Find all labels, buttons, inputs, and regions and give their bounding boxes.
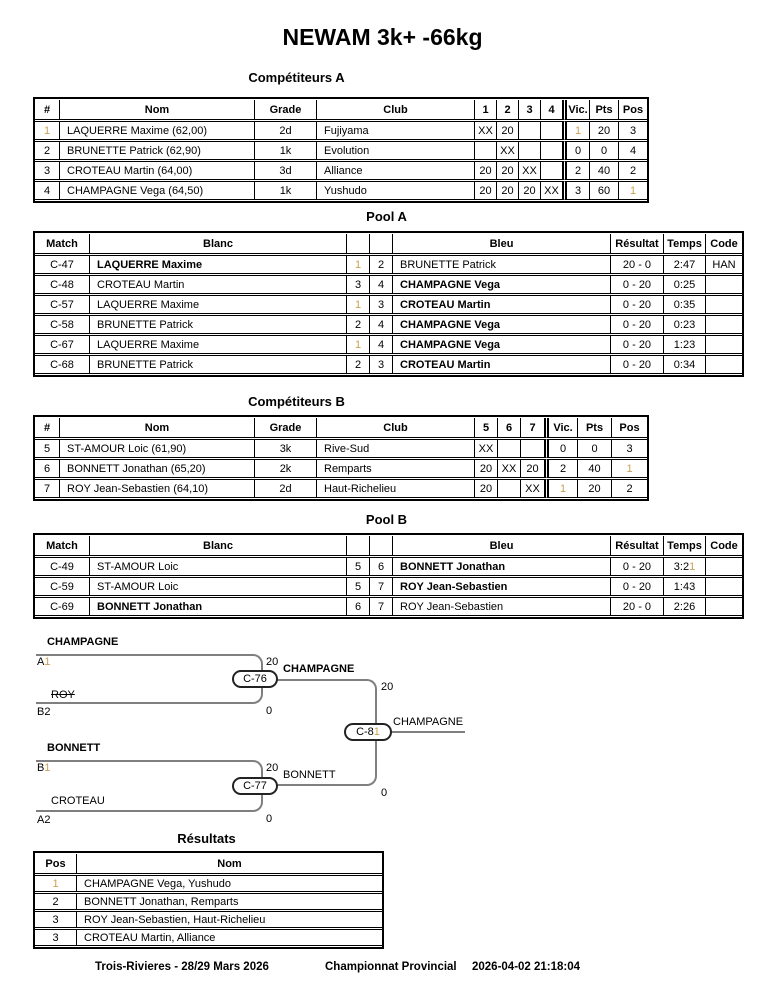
table-cell: 2 bbox=[35, 141, 60, 160]
table-cell: 3 bbox=[35, 161, 60, 180]
page-title: NEWAM 3k+ -66kg bbox=[282, 24, 483, 50]
table-cell: 0 bbox=[544, 439, 578, 458]
table-cell: 1 bbox=[35, 121, 60, 140]
table-cell: 4 bbox=[370, 335, 393, 354]
table-cell: C-47 bbox=[35, 255, 90, 274]
bracket-seed-label: A1 bbox=[37, 656, 51, 668]
column-header: Pos bbox=[612, 418, 647, 438]
column-header: 1 bbox=[475, 100, 497, 120]
table-cell: 6 bbox=[347, 597, 370, 616]
column-header: Résultat bbox=[611, 536, 664, 556]
table-cell: 7 bbox=[370, 597, 393, 616]
table-cell: 2 bbox=[562, 161, 590, 180]
table-cell: 0:25 bbox=[664, 275, 706, 294]
table-cell bbox=[706, 355, 742, 374]
table-cell: CROTEAU Martin, Alliance bbox=[77, 929, 382, 946]
table-cell bbox=[706, 557, 742, 576]
table-cell: 2:47 bbox=[664, 255, 706, 274]
table-cell: 1 bbox=[562, 121, 590, 140]
column-header: 3 bbox=[519, 100, 541, 120]
table-cell: 3 bbox=[562, 181, 590, 200]
table-cell: 1k bbox=[255, 181, 317, 200]
column-header: Club bbox=[317, 418, 475, 438]
table-cell: 1 bbox=[347, 255, 370, 274]
table-cell: XX bbox=[541, 181, 562, 200]
table-cell: C-67 bbox=[35, 335, 90, 354]
bracket-entry-name: CHAMPAGNE bbox=[47, 636, 119, 648]
table-cell: BRUNETTE Patrick (62,90) bbox=[60, 141, 255, 160]
table-cell: Remparts bbox=[317, 459, 475, 478]
bracket-entry-name: BONNETT bbox=[47, 742, 101, 754]
table-cell: CROTEAU Martin bbox=[90, 275, 347, 294]
table-cell: XX bbox=[475, 439, 498, 458]
table-cell: C-59 bbox=[35, 577, 90, 596]
table-cell: ROY Jean-Sebastien, Haut-Richelieu bbox=[77, 911, 382, 928]
column-header: 7 bbox=[521, 418, 544, 438]
table-cell: ST-AMOUR Loic bbox=[90, 557, 347, 576]
table-cell: 1 bbox=[612, 459, 647, 478]
table-cell: 4 bbox=[370, 315, 393, 334]
results-heading: Résultats bbox=[177, 831, 236, 846]
pool-a-heading: Pool A bbox=[366, 209, 407, 224]
table-cell: Fujiyama bbox=[317, 121, 475, 140]
column-header: Temps bbox=[664, 536, 706, 556]
match-pill: C-81 bbox=[344, 723, 392, 741]
table-cell: XX bbox=[498, 459, 521, 478]
table-cell: BONNETT Jonathan bbox=[90, 597, 347, 616]
table-cell: 2 bbox=[619, 161, 647, 180]
bracket-seed-label: B2 bbox=[37, 706, 51, 718]
table-cell: XX bbox=[521, 479, 544, 498]
table-cell: 1 bbox=[544, 479, 578, 498]
table-cell: 0 bbox=[562, 141, 590, 160]
column-header: 5 bbox=[475, 418, 498, 438]
table-cell: 0 - 20 bbox=[611, 577, 664, 596]
table-cell: 2:26 bbox=[664, 597, 706, 616]
table-cell: C-68 bbox=[35, 355, 90, 374]
table-cell: C-57 bbox=[35, 295, 90, 314]
table-cell: 20 bbox=[497, 121, 519, 140]
table-cell: 1 bbox=[347, 335, 370, 354]
column-header: Nom bbox=[60, 418, 255, 438]
table-cell: 2 bbox=[347, 315, 370, 334]
table-cell: 2 bbox=[35, 893, 77, 910]
table-cell: 1:23 bbox=[664, 335, 706, 354]
bracket-score: 20 bbox=[266, 762, 279, 774]
table-cell: 20 - 0 bbox=[611, 255, 664, 274]
table-cell bbox=[498, 479, 521, 498]
table-cell: CHAMPAGNE Vega, Yushudo bbox=[77, 875, 382, 892]
table-cell: 20 bbox=[475, 459, 498, 478]
table-cell: 1k bbox=[255, 141, 317, 160]
table-cell: CROTEAU Martin (64,00) bbox=[60, 161, 255, 180]
column-header: Pos bbox=[619, 100, 647, 120]
pool-b-heading: Pool B bbox=[365, 512, 408, 527]
bracket-entry-name: CROTEAU bbox=[51, 795, 105, 807]
column-header: Grade bbox=[255, 100, 317, 120]
table-cell: 4 bbox=[619, 141, 647, 160]
match-pill: C-77 bbox=[232, 777, 278, 795]
bracket-score: 20 bbox=[381, 681, 394, 693]
column-header: Grade bbox=[255, 418, 317, 438]
table-cell: 4 bbox=[370, 275, 393, 294]
elimination-bracket bbox=[33, 635, 473, 835]
footer-venue-date: Trois-Rivieres - 28/29 Mars 2026 bbox=[95, 961, 269, 973]
table-cell: BONNETT Jonathan bbox=[393, 557, 611, 576]
table-cell: LAQUERRE Maxime bbox=[90, 255, 347, 274]
table-cell: 1 bbox=[347, 295, 370, 314]
table-cell: CHAMPAGNE Vega bbox=[393, 335, 611, 354]
table-cell: LAQUERRE Maxime (62,00) bbox=[60, 121, 255, 140]
table-cell: 0 bbox=[590, 141, 619, 160]
table-cell: 3k bbox=[255, 439, 317, 458]
table-cell bbox=[519, 121, 541, 140]
table-cell: 5 bbox=[347, 577, 370, 596]
table-cell: BRUNETTE Patrick bbox=[90, 315, 347, 334]
results-table bbox=[33, 851, 384, 949]
competitors-a-heading: Compétiteurs A bbox=[248, 70, 345, 85]
bracket-champion-line bbox=[388, 731, 465, 733]
column-header: 4 bbox=[541, 100, 562, 120]
competitors-b-table bbox=[33, 415, 649, 501]
table-cell: 20 bbox=[475, 479, 498, 498]
table-cell bbox=[541, 121, 562, 140]
table-cell: XX bbox=[519, 161, 541, 180]
table-cell: BONNETT Jonathan (65,20) bbox=[60, 459, 255, 478]
table-cell: 0:23 bbox=[664, 315, 706, 334]
table-cell: 0 - 20 bbox=[611, 295, 664, 314]
pool-a-table bbox=[33, 231, 744, 377]
table-cell: 20 - 0 bbox=[611, 597, 664, 616]
table-cell bbox=[706, 295, 742, 314]
bracket-winner-name: BONNETT bbox=[283, 769, 336, 781]
table-cell: Haut-Richelieu bbox=[317, 479, 475, 498]
table-cell: 6 bbox=[35, 459, 60, 478]
column-header: Bleu bbox=[393, 536, 611, 556]
bracket-seed-label: B1 bbox=[37, 762, 51, 774]
column-header: Nom bbox=[77, 854, 382, 874]
table-cell: 60 bbox=[590, 181, 619, 200]
table-cell: ROY Jean-Sebastien bbox=[393, 597, 611, 616]
table-cell: 40 bbox=[578, 459, 612, 478]
table-cell: 0 - 20 bbox=[611, 355, 664, 374]
column-header: Vic. bbox=[562, 100, 590, 120]
table-cell: 7 bbox=[370, 577, 393, 596]
table-cell bbox=[706, 335, 742, 354]
competitors-b-heading: Compétiteurs B bbox=[248, 394, 345, 409]
table-cell: 0:34 bbox=[664, 355, 706, 374]
table-cell bbox=[519, 141, 541, 160]
footer-timestamp: 2026-04-02 21:18:04 bbox=[472, 961, 581, 973]
table-cell: 6 bbox=[370, 557, 393, 576]
table-cell: CHAMPAGNE Vega bbox=[393, 315, 611, 334]
column-header: Blanc bbox=[90, 234, 347, 254]
column-header: Temps bbox=[664, 234, 706, 254]
column-header: Club bbox=[317, 100, 475, 120]
table-cell: XX bbox=[475, 121, 497, 140]
table-cell: Alliance bbox=[317, 161, 475, 180]
table-cell: 1:43 bbox=[664, 577, 706, 596]
table-cell: 5 bbox=[35, 439, 60, 458]
table-cell: 20 bbox=[521, 459, 544, 478]
table-cell: 3 bbox=[370, 355, 393, 374]
table-cell: BRUNETTE Patrick bbox=[90, 355, 347, 374]
table-cell: 20 bbox=[497, 161, 519, 180]
champion-name: CHAMPAGNE bbox=[393, 716, 464, 728]
table-cell: 0:35 bbox=[664, 295, 706, 314]
table-cell: 2 bbox=[544, 459, 578, 478]
table-cell: BONNETT Jonathan, Remparts bbox=[77, 893, 382, 910]
column-header bbox=[370, 536, 393, 556]
column-header bbox=[370, 234, 393, 254]
column-header bbox=[347, 536, 370, 556]
column-header: Code bbox=[706, 536, 742, 556]
table-cell bbox=[521, 439, 544, 458]
table-cell: CROTEAU Martin bbox=[393, 295, 611, 314]
table-cell: 3d bbox=[255, 161, 317, 180]
table-cell: 1 bbox=[35, 875, 77, 892]
table-cell: 0 - 20 bbox=[611, 315, 664, 334]
bracket-score: 20 bbox=[266, 656, 279, 668]
column-header: # bbox=[35, 418, 60, 438]
column-header: 6 bbox=[498, 418, 521, 438]
table-cell: 2 bbox=[347, 355, 370, 374]
table-cell bbox=[541, 141, 562, 160]
table-cell: 20 bbox=[497, 181, 519, 200]
table-cell: 40 bbox=[590, 161, 619, 180]
table-cell: CHAMPAGNE Vega (64,50) bbox=[60, 181, 255, 200]
column-header: Pts bbox=[590, 100, 619, 120]
table-cell: ST-AMOUR Loic bbox=[90, 577, 347, 596]
table-cell bbox=[541, 161, 562, 180]
table-cell: 0 - 20 bbox=[611, 275, 664, 294]
column-header: Code bbox=[706, 234, 742, 254]
table-cell: Rive-Sud bbox=[317, 439, 475, 458]
table-cell: 0 - 20 bbox=[611, 557, 664, 576]
column-header: # bbox=[35, 100, 60, 120]
table-cell: 3 bbox=[347, 275, 370, 294]
table-cell: 1 bbox=[619, 181, 647, 200]
table-cell: 5 bbox=[347, 557, 370, 576]
column-header: Blanc bbox=[90, 536, 347, 556]
table-cell: LAQUERRE Maxime bbox=[90, 295, 347, 314]
table-cell: 4 bbox=[35, 181, 60, 200]
table-cell: ROY Jean-Sebastien (64,10) bbox=[60, 479, 255, 498]
table-cell: CROTEAU Martin bbox=[393, 355, 611, 374]
table-cell: ROY Jean-Sebastien bbox=[393, 577, 611, 596]
table-cell: 20 bbox=[519, 181, 541, 200]
bracket-seed-label: A2 bbox=[37, 814, 51, 826]
table-cell: 20 bbox=[590, 121, 619, 140]
column-header: Pos bbox=[35, 854, 77, 874]
table-cell: LAQUERRE Maxime bbox=[90, 335, 347, 354]
table-cell: 2 bbox=[612, 479, 647, 498]
table-cell: HAN bbox=[706, 255, 742, 274]
table-cell: ST-AMOUR Loic (61,90) bbox=[60, 439, 255, 458]
table-cell: Yushudo bbox=[317, 181, 475, 200]
table-cell: 3 bbox=[370, 295, 393, 314]
column-header: Vic. bbox=[544, 418, 578, 438]
table-cell bbox=[706, 577, 742, 596]
table-cell: 20 bbox=[475, 161, 497, 180]
table-cell: 3 bbox=[619, 121, 647, 140]
table-cell: 2d bbox=[255, 479, 317, 498]
table-cell: 20 bbox=[475, 181, 497, 200]
table-cell: 2 bbox=[370, 255, 393, 274]
table-cell bbox=[706, 315, 742, 334]
table-cell: C-69 bbox=[35, 597, 90, 616]
table-cell: C-58 bbox=[35, 315, 90, 334]
bracket-score: 0 bbox=[381, 787, 388, 799]
bracket-score: 0 bbox=[266, 813, 273, 825]
table-cell: 2d bbox=[255, 121, 317, 140]
table-cell: 7 bbox=[35, 479, 60, 498]
bracket-score: 0 bbox=[266, 705, 273, 717]
table-cell bbox=[706, 275, 742, 294]
table-cell: 0 - 20 bbox=[611, 335, 664, 354]
column-header: Résultat bbox=[611, 234, 664, 254]
table-cell bbox=[475, 141, 497, 160]
table-cell: 0 bbox=[578, 439, 612, 458]
table-cell: BRUNETTE Patrick bbox=[393, 255, 611, 274]
table-cell bbox=[498, 439, 521, 458]
table-cell: 3 bbox=[612, 439, 647, 458]
table-cell: 20 bbox=[578, 479, 612, 498]
bracket-entry-name: ROY bbox=[51, 689, 75, 701]
column-header: Match bbox=[35, 536, 90, 556]
table-cell: 2k bbox=[255, 459, 317, 478]
table-cell: C-48 bbox=[35, 275, 90, 294]
table-cell: 3 bbox=[35, 929, 77, 946]
column-header: Match bbox=[35, 234, 90, 254]
column-header: Pts bbox=[578, 418, 612, 438]
table-cell: XX bbox=[497, 141, 519, 160]
table-cell bbox=[706, 597, 742, 616]
footer-event: Championnat Provincial bbox=[325, 961, 457, 973]
competitors-a-table bbox=[33, 97, 649, 203]
table-cell: 3:21 bbox=[664, 557, 706, 576]
column-header: Bleu bbox=[393, 234, 611, 254]
column-header: Nom bbox=[60, 100, 255, 120]
pool-b-table bbox=[33, 533, 744, 619]
table-cell: Evolution bbox=[317, 141, 475, 160]
bracket-winner-name: CHAMPAGNE bbox=[283, 663, 355, 675]
column-header: 2 bbox=[497, 100, 519, 120]
table-cell: C-49 bbox=[35, 557, 90, 576]
table-cell: CHAMPAGNE Vega bbox=[393, 275, 611, 294]
column-header bbox=[347, 234, 370, 254]
match-pill: C-76 bbox=[232, 670, 278, 688]
table-cell: 3 bbox=[35, 911, 77, 928]
